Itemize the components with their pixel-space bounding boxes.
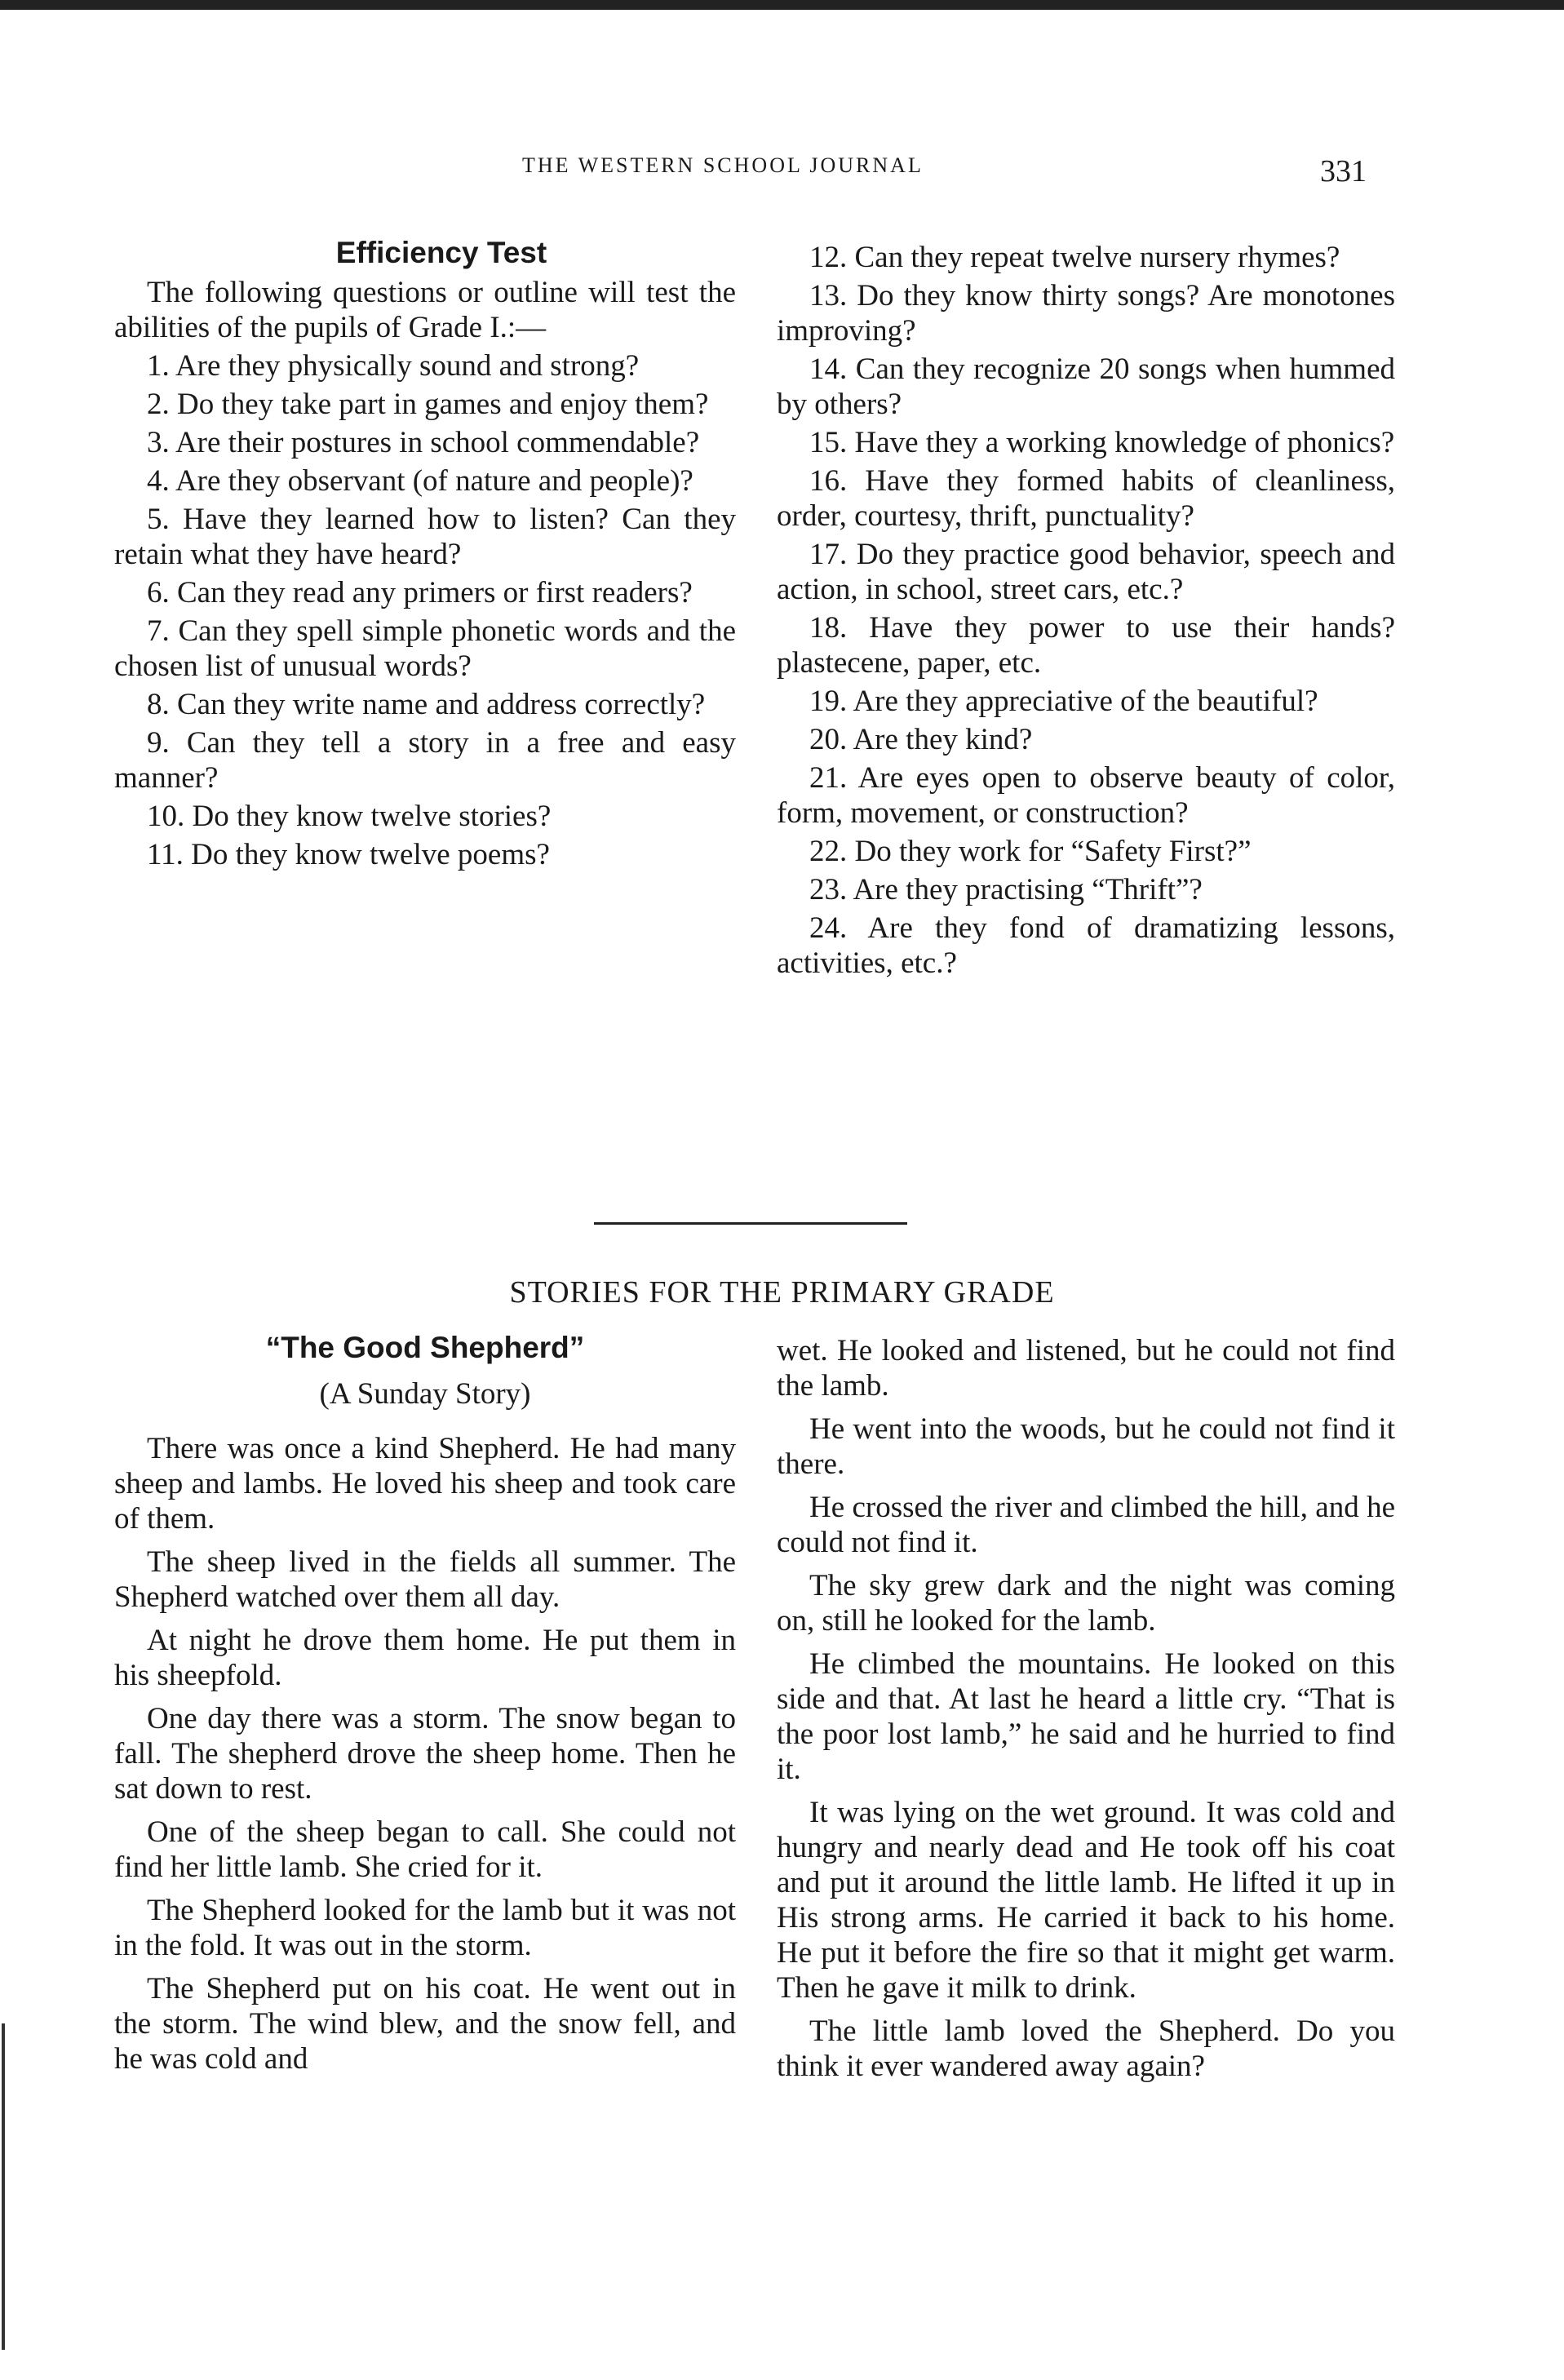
story-subtitle: (A Sunday Story) [319,1377,531,1411]
page-edge-mark [2,2023,5,2350]
efficiency-test-left-column [114,235,736,875]
story-paragraph: He crossed the river and climbed the hill, and he could not find it. [777,1491,1395,1559]
list-item: 17. Do they practice good behavior, speech and action, in school, street cars, etc.? [777,538,1395,606]
stories-section-heading: STORIES FOR THE PRIMARY GRADE [509,1275,1055,1310]
list-item: 6. Can they read any primers or first readers? [147,576,693,609]
list-item: 9. Can they tell a story in a free and easy manner? [114,726,736,795]
list-item: 19. Are they appreciative of the beautiful? [809,685,1318,718]
list-item: 4. Are they observant (of nature and people)? [147,464,693,498]
story-paragraph: The little lamb loved the Shepherd. Do you think it ever wandered away again? [777,2014,1395,2083]
running-head: THE WESTERN SCHOOL JOURNAL [522,153,924,177]
efficiency-test-right-column [777,240,1395,984]
story-paragraph: The sheep lived in the fields all summer. The Shepherd watched over them all day. [114,1545,736,1614]
story-paragraph: The Shepherd looked for the lamb but it was not in the fold. It was out in the storm. [114,1894,736,1962]
list-item: 23. Are they practising “Thrift”? [809,873,1203,906]
section-divider [594,1222,907,1225]
top-border-rule [0,0,1564,10]
list-item: 5. Have they learned how to listen? Can they retain what they have heard? [114,503,736,571]
page-number: 331 [1320,154,1367,188]
story-paragraph: The sky grew dark and the night was coming on, still he looked for the lamb. [777,1569,1395,1638]
story-paragraph: The Shepherd put on his coat. He went out in the storm. The wind blew, and the snow fell, and he was cold and [114,1972,736,2076]
list-item: 8. Can they write name and address correctly? [147,688,706,721]
list-item: 20. Are they kind? [809,723,1033,756]
list-item: 18. Have they power to use their hands? plastecene, paper, etc. [777,611,1395,680]
efficiency-test-intro: The following questions or outline will test the abilities of the pupils of Grade I.:— [114,276,736,344]
story-paragraph: He went into the woods, but he could not find it there. [777,1412,1395,1481]
story-left-column [114,1325,736,2085]
story-paragraph: He climbed the mountains. He looked on this side and that. At last he heard a little cry. “That is the poor lost lamb,” he said and he hurried to find it. [777,1647,1395,1786]
list-item: 11. Do they know twelve poems? [147,838,550,871]
story-paragraph: One of the sheep began to call. She could not find her little lamb. She cried for it. [114,1815,736,1884]
list-item: 13. Do they know thirty songs? Are monotones improving? [777,279,1395,348]
story-paragraph: It was lying on the wet ground. It was cold and hungry and nearly dead and He took off his coat and put it around the little lamb. He lifted it up in His strong arms. He carried it back to his home. He put it before the fire so that it might get warm. Then he gave it milk to drink. [777,1796,1395,2005]
story-paragraph: One day there was a storm. The snow began to fall. The shepherd drove the sheep home. Then he sat down to rest. [114,1702,736,1806]
list-item: 21. Are eyes open to observe beauty of color, form, movement, or construction? [777,761,1395,830]
list-item: 7. Can they spell simple phonetic words and the chosen list of unusual words? [114,614,736,683]
list-item: 14. Can they recognize 20 songs when hummed by others? [777,352,1395,421]
list-item: 15. Have they a working knowledge of phonics? [809,426,1395,459]
list-item: 24. Are they fond of dramatizing lessons, activities, etc.? [777,911,1395,980]
list-item: 12. Can they repeat twelve nursery rhymes? [809,241,1340,274]
list-item: 16. Have they formed habits of cleanliness, order, courtesy, thrift, punctuality? [777,464,1395,533]
list-item: 22. Do they work for “Safety First?” [809,835,1252,868]
list-item: 3. Are their postures in school commendable? [147,426,700,459]
story-paragraph: There was once a kind Shepherd. He had many sheep and lambs. He loved his sheep and took care of them. [114,1432,736,1536]
efficiency-test-title: Efficiency Test [335,236,547,269]
list-item: 2. Do they take part in games and enjoy them? [147,388,709,421]
list-item: 10. Do they know twelve stories? [147,800,552,833]
story-title: “The Good Shepherd” [265,1331,585,1364]
story-paragraph-continued: wet. He looked and listened, but he could not find the lamb. [777,1334,1395,1403]
story-paragraph: At night he drove them home. He put them in his sheepfold. [114,1624,736,1692]
story-right-column [777,1333,1395,2092]
list-item: 1. Are they physically sound and strong? [147,349,640,383]
